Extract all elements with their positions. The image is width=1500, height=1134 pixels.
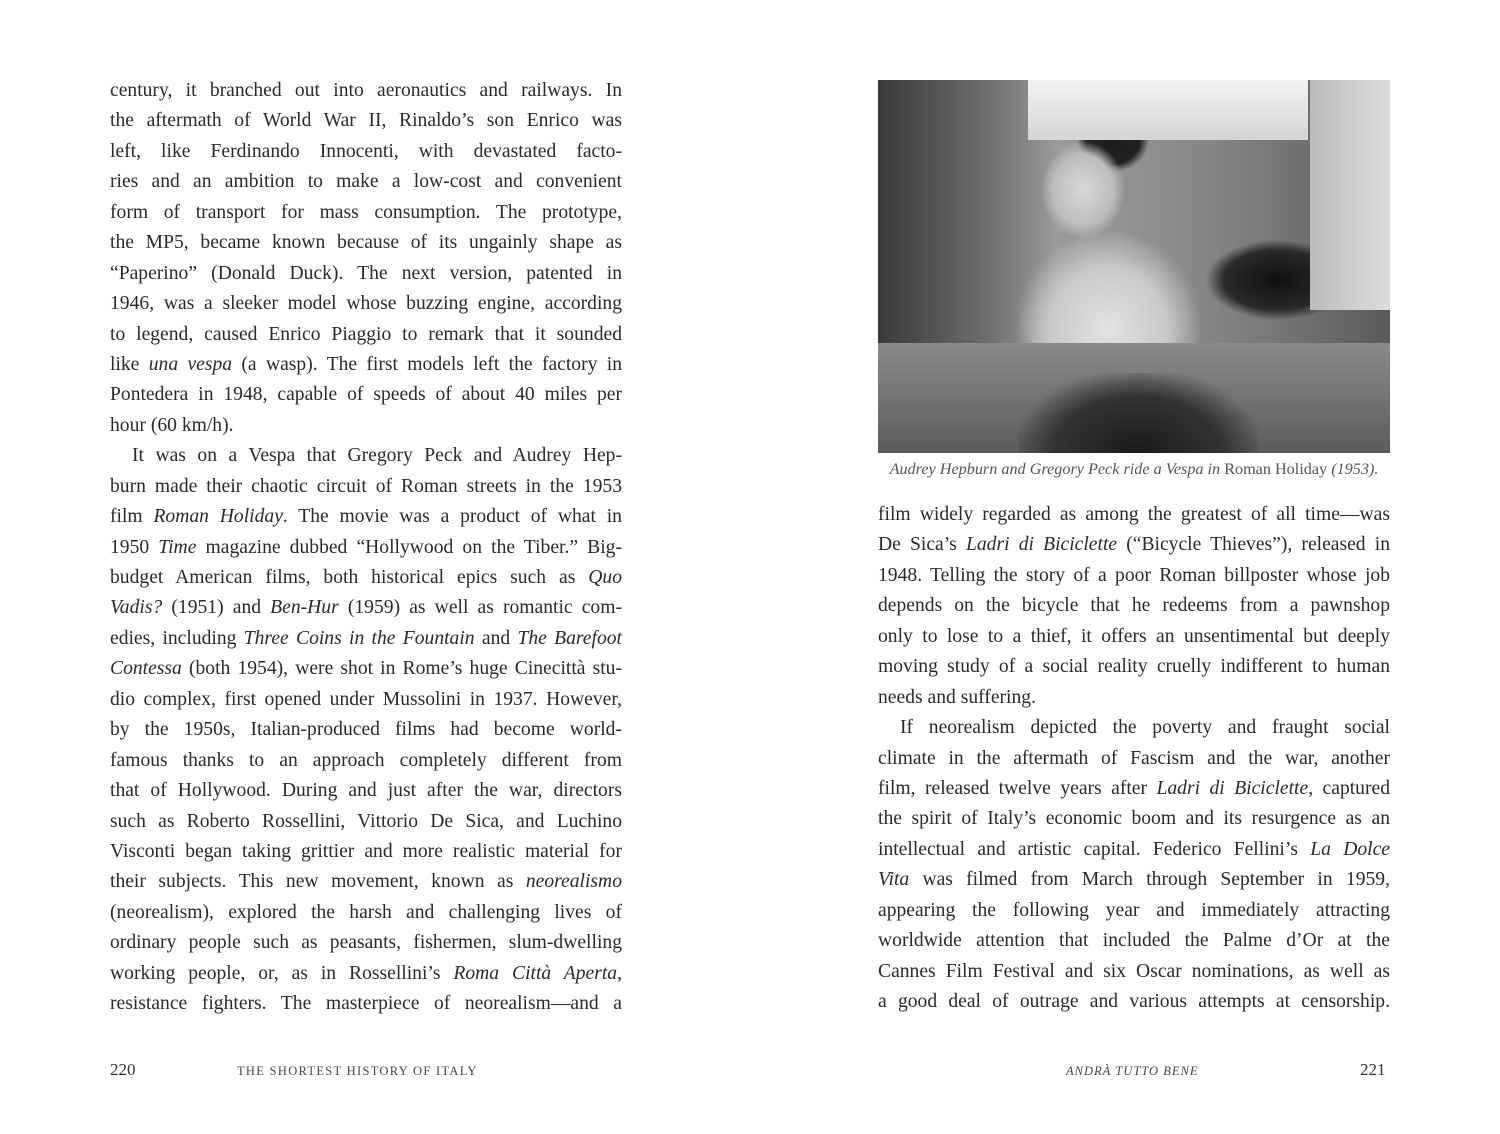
- text-run: It was on a Vespa that Gregory Peck and Audrey Hep-: [132, 445, 622, 467]
- paragraph: [878, 713, 1390, 1017]
- text-line: [110, 198, 622, 228]
- text-run: edies, including: [110, 627, 244, 649]
- italic-text-run: una vespa: [148, 353, 233, 375]
- text-run: De Sica’s: [878, 534, 966, 556]
- text-run: to legend, caused Enrico Piaggio to remark that it sounded: [110, 323, 622, 345]
- text-line: [878, 622, 1390, 652]
- text-run: worldwide attention that included the Palme d’Or at the: [878, 930, 1390, 952]
- text-run: 1946, was a sleeker model whose buzzing engine, according: [110, 293, 622, 315]
- left-page-number: 220: [110, 1060, 136, 1079]
- text-line: [110, 959, 622, 989]
- text-run: If neorealism depicted the poverty and fraught social: [900, 717, 1390, 739]
- text-line: [110, 867, 622, 897]
- text-line: [878, 804, 1390, 834]
- text-run: resistance fighters. The masterpiece of neorealism—and a: [110, 993, 622, 1015]
- italic-text-run: The Barefoot: [517, 627, 622, 649]
- text-line: [110, 533, 622, 563]
- italic-text-run: neorealismo: [525, 871, 622, 893]
- text-line: [110, 563, 622, 593]
- text-line: [110, 624, 622, 654]
- text-run: . The movie was a product of what in: [282, 506, 622, 528]
- text-run: (1951) and: [162, 597, 271, 619]
- text-line: [878, 500, 1390, 530]
- italic-text-run: Ladri di Biciclette: [965, 534, 1118, 556]
- text-run: intellectual and artistic capital. Federico Fellini’s: [878, 838, 1311, 860]
- text-run: moving study of a social reality cruelly indifferent to human: [878, 656, 1390, 678]
- text-line: [110, 411, 622, 441]
- paragraph: [110, 76, 622, 441]
- italic-text-run: Ben-Hur: [270, 597, 339, 619]
- text-run: the spirit of Italy’s economic boom and its resurgence as an: [878, 808, 1390, 830]
- italic-text-run: Three Coins in the Fountain: [243, 627, 475, 649]
- text-line: [110, 289, 622, 319]
- text-run: film widely regarded as among the greatest of all time—was: [878, 504, 1390, 525]
- text-line: [110, 928, 622, 958]
- photo-building: [1310, 80, 1390, 310]
- italic-text-run: Roma Città Aperta: [453, 962, 618, 984]
- roman-holiday-photo: [878, 80, 1390, 453]
- text-run: 1950: [110, 536, 159, 558]
- right-running-head: ANDRÀ TUTTO BENE: [1066, 1064, 1199, 1078]
- text-run: like: [110, 353, 149, 375]
- text-run: film, released twelve years after: [878, 777, 1157, 799]
- text-line: [110, 746, 622, 776]
- paragraph: [110, 441, 622, 1019]
- caption-italic: Audrey Hepburn and Gregory Peck ride a Vespa in: [889, 460, 1225, 478]
- text-line: [110, 167, 622, 197]
- text-line: [110, 76, 622, 106]
- text-run: ries and an ambition to make a low-cost and convenient: [110, 171, 622, 193]
- text-run: (neorealism), explored the harsh and challenging lives of: [110, 901, 622, 923]
- right-page-body: [878, 500, 1390, 1017]
- text-line: [110, 472, 622, 502]
- paragraph: [878, 500, 1390, 713]
- text-run: climate in the aftermath of Fascism and the war, another: [878, 747, 1390, 769]
- text-line: [878, 926, 1390, 956]
- text-run: by the 1950s, Italian-produced films had become world-: [110, 719, 622, 741]
- text-line: [878, 591, 1390, 621]
- text-line: [878, 835, 1390, 865]
- right-page-number: 221: [1360, 1060, 1386, 1079]
- text-line: [110, 715, 622, 745]
- text-line: [110, 106, 622, 136]
- text-run: and: [474, 627, 518, 649]
- text-run: ,: [617, 962, 622, 984]
- text-run: a good deal of outrage and various attempts at censorship.: [878, 991, 1390, 1012]
- text-line: [110, 898, 622, 928]
- text-run: , captured: [1308, 777, 1390, 799]
- left-running-head: THE SHORTEST HISTORY OF ITALY: [237, 1064, 478, 1078]
- photo-sky: [1028, 80, 1308, 140]
- text-run: (“Bicycle Thieves”), released in: [1117, 534, 1391, 556]
- text-line: [110, 441, 622, 471]
- text-run: (a wasp). The first models left the factory in: [232, 353, 622, 375]
- text-run: was filmed from March through September in 1959,: [909, 869, 1390, 891]
- italic-text-run: Time: [158, 536, 197, 558]
- text-run: burn made their chaotic circuit of Roman streets in the 1953: [110, 475, 622, 497]
- italic-text-run: Ladri di Biciclette: [1156, 777, 1309, 799]
- text-run: left, like Ferdinando Innocenti, with devastated facto-: [110, 140, 622, 162]
- text-line: [878, 530, 1390, 560]
- italic-text-run: Roman Holiday: [153, 506, 283, 528]
- text-line: [878, 957, 1390, 987]
- text-run: only to lose to a thief, it offers an unsentimental but deeply: [878, 625, 1390, 647]
- text-run: magazine dubbed “Hollywood on the Tiber.” Big-: [196, 536, 622, 558]
- text-line: [878, 561, 1390, 591]
- text-line: [110, 350, 622, 380]
- text-line: [878, 865, 1390, 895]
- text-line: [110, 593, 622, 623]
- text-run: century, it branched out into aeronautics and railways. In: [110, 80, 622, 101]
- text-run: hour (60 km/h).: [110, 414, 234, 436]
- text-line: [878, 774, 1390, 804]
- text-line: [878, 744, 1390, 774]
- text-line: [878, 683, 1390, 713]
- text-run: budget American films, both historical epics such as: [110, 567, 589, 588]
- text-line: [878, 987, 1390, 1017]
- text-line: [110, 654, 622, 684]
- text-line: [110, 989, 622, 1019]
- photo-caption: [878, 460, 1390, 479]
- text-run: film: [110, 506, 154, 528]
- text-line: [110, 837, 622, 867]
- text-line: [110, 685, 622, 715]
- text-run: Cannes Film Festival and six Oscar nominations, as well as: [878, 960, 1390, 982]
- text-run: Visconti began taking grittier and more realistic material for: [110, 840, 622, 862]
- text-run: the MP5, became known because of its ungainly shape as: [110, 232, 622, 254]
- italic-text-run: Quo: [588, 567, 622, 588]
- text-run: form of transport for mass consumption. The prototype,: [110, 201, 622, 223]
- text-run: the aftermath of World War II, Rinaldo’s son Enrico was: [110, 110, 622, 132]
- text-run: working people, or, as in Rossellini’s: [110, 962, 454, 984]
- text-line: [110, 228, 622, 258]
- text-run: ordinary people such as peasants, fishermen, slum-dwelling: [110, 932, 622, 954]
- text-line: [110, 776, 622, 806]
- text-run: Pontedera in 1948, capable of speeds of about 40 miles per: [110, 384, 622, 406]
- text-line: [110, 380, 622, 410]
- text-line: [110, 320, 622, 350]
- text-run: such as Roberto Rossellini, Vittorio De Sica, and Luchino: [110, 810, 622, 832]
- text-line: [878, 652, 1390, 682]
- italic-text-run: Vadis?: [110, 597, 163, 619]
- text-line: [878, 713, 1390, 743]
- text-run: famous thanks to an approach completely different from: [110, 749, 622, 771]
- italic-text-run: Contessa: [110, 658, 182, 680]
- caption-year: (1953).: [1327, 460, 1379, 478]
- text-line: [110, 807, 622, 837]
- caption-film-title: Roman Holiday: [1224, 460, 1328, 478]
- text-line: [110, 259, 622, 289]
- text-run: dio complex, first opened under Mussolini in 1937. However,: [110, 688, 622, 710]
- text-line: [110, 137, 622, 167]
- text-run: needs and suffering.: [878, 686, 1036, 708]
- text-run: appearing the following year and immediately attracting: [878, 899, 1390, 921]
- text-run: (1959) as well as romantic com-: [338, 597, 622, 619]
- text-run: 1948. Telling the story of a poor Roman billposter whose job: [878, 564, 1390, 586]
- text-line: [878, 896, 1390, 926]
- left-page-body: [110, 76, 622, 1020]
- text-run: their subjects. This new movement, known as: [110, 871, 526, 893]
- text-line: [110, 502, 622, 532]
- text-run: that of Hollywood. During and just after the war, directors: [110, 780, 622, 802]
- text-run: “Paperino” (Donald Duck). The next version, patented in: [110, 262, 622, 284]
- italic-text-run: La Dolce: [1310, 838, 1390, 860]
- text-run: depends on the bicycle that he redeems from a pawnshop: [878, 595, 1390, 617]
- italic-text-run: Vita: [878, 869, 910, 891]
- text-run: (both 1954), were shot in Rome’s huge Cinecittà stu-: [181, 658, 622, 680]
- photo-vespa: [1018, 373, 1258, 453]
